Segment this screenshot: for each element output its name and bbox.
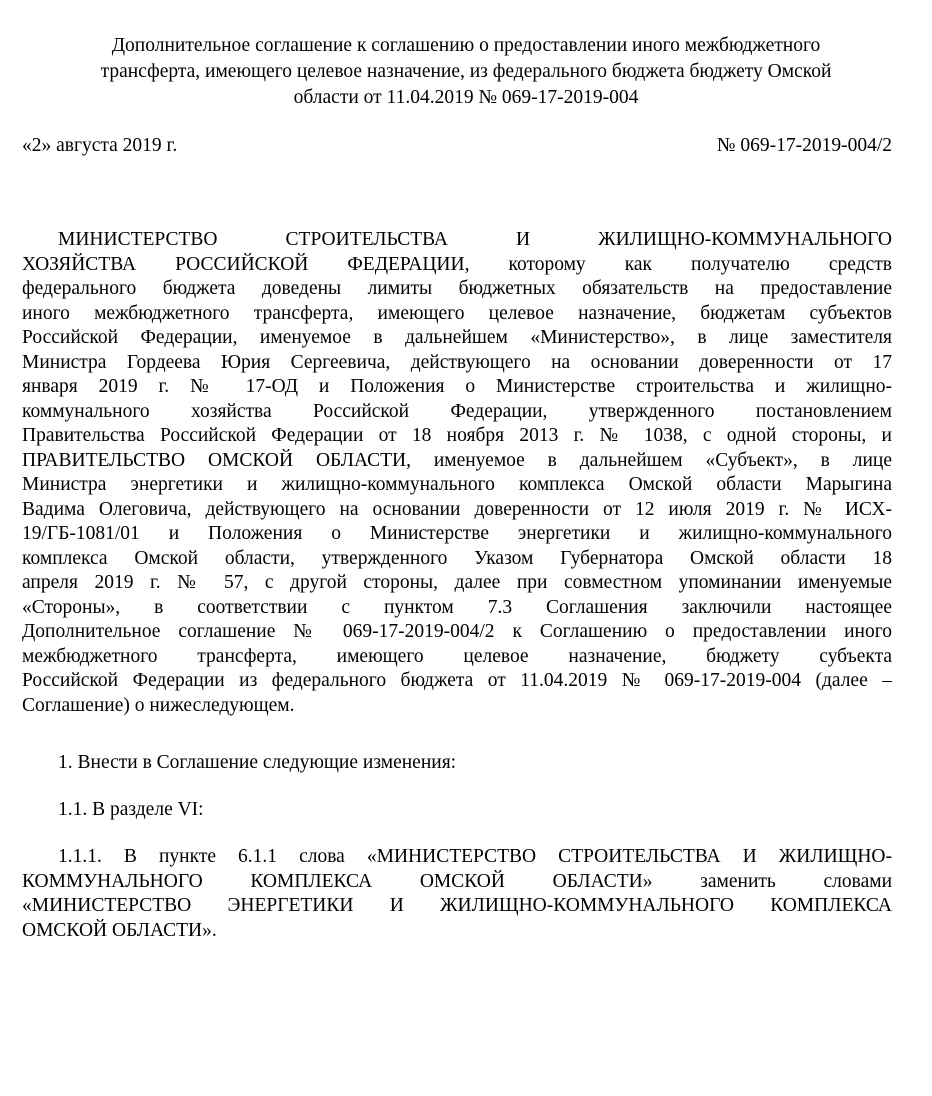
paragraph-line: федерального бюджета доведены лимиты бюджетных обязательств на предоставление (22, 278, 892, 299)
main-paragraph (22, 228, 892, 718)
paragraph-line: КОММУНАЛЬНОГО КОМПЛЕКСА ОМСКОЙ ОБЛАСТИ» заменить словами (22, 870, 892, 892)
paragraph-line: ОМСКОЙ ОБЛАСТИ». (22, 919, 217, 941)
paragraph-line: 19/ГБ-1081/01 и Положения о Министерстве энергетики и жилищно-коммунального (22, 523, 892, 544)
paragraph-line: ПРАВИТЕЛЬСТВО ОМСКОЙ ОБЛАСТИ, именуемое в дальнейшем «Субъект», в лице (22, 449, 892, 471)
title-line: области от 11.04.2019 № 069-17-2019-004 (293, 87, 639, 108)
paragraph-line: Вадима Олеговича, действующего на основании доверенности от 12 июля 2019 г. № ИСХ- (22, 498, 892, 520)
item-1: 1. Внести в Соглашение следующие изменения: (58, 752, 457, 773)
paragraph-line: Соглашение) о нижеследующем. (22, 694, 295, 716)
date-number-line (22, 134, 892, 160)
paragraph-line: иного межбюджетного трансферта, имеющего целевое назначение, бюджетам субъектов (22, 302, 892, 324)
document-title (30, 33, 902, 111)
paragraph-line: Российской Федерации, именуемое в дальнейшем «Министерство», в лице заместителя (22, 327, 892, 348)
paragraph-line: МИНИСТЕРСТВО СТРОИТЕЛЬСТВА И ЖИЛИЩНО-КОММУНАЛЬНОГО (58, 229, 892, 250)
paragraph-line: Министра энергетики и жилищно-коммунального комплекса Омской области Марыгина (22, 474, 892, 495)
paragraph-line: 1.1.1. В пункте 6.1.1 слова «МИНИСТЕРСТВО СТРОИТЕЛЬСТВА И ЖИЛИЩНО- (58, 846, 892, 867)
paragraph-line: ХОЗЯЙСТВА РОССИЙСКОЙ ФЕДЕРАЦИИ, которому как получателю средств (22, 253, 892, 275)
paragraph-line: Российской Федерации из федерального бюджета от 11.04.2019 № 069-17-2019-004 (далее – (22, 670, 892, 691)
paragraph-line: января 2019 г. № 17-ОД и Положения о Министерстве строительства и жилищно- (22, 376, 892, 397)
title-line: трансферта, имеющего целевое назначение, из федерального бюджета бюджету Омской (100, 61, 832, 82)
item-1-1: 1.1. В разделе VI: (58, 799, 204, 820)
paragraph-line: Дополнительное соглашение № 069-17-2019-004/2 к Соглашению о предоставлении иного (22, 621, 892, 642)
item-1-1-1 (22, 845, 892, 943)
paragraph-line: межбюджетного трансферта, имеющего целевое назначение, бюджету субъекта (22, 645, 892, 667)
paragraph-line: «МИНИСТЕРСТВО ЭНЕРГЕТИКИ И ЖИЛИЩНО-КОММУНАЛЬНОГО КОМПЛЕКСА (22, 895, 892, 916)
agreement-number: № 069-17-2019-004/2 (716, 135, 892, 156)
agreement-date: «2» августа 2019 г. (22, 135, 178, 156)
paragraph-line: апреля 2019 г. № 57, с другой стороны, далее при совместном упоминании именуемые (22, 572, 892, 593)
paragraph-line: комплекса Омской области, утвержденного Указом Губернатора Омской области 18 (22, 547, 892, 569)
paragraph-line: «Стороны», в соответствии с пунктом 7.3 Соглашения заключили настоящее (22, 596, 892, 618)
paragraph-line: коммунального хозяйства Российской Федерации, утвержденного постановлением (22, 400, 892, 422)
paragraph-line: Правительства Российской Федерации от 18 ноября 2013 г. № 1038, с одной стороны, и (22, 425, 892, 446)
paragraph-line: Министра Гордеева Юрия Сергеевича, действующего на основании доверенности от 17 (22, 351, 892, 373)
title-line: Дополнительное соглашение к соглашению о предоставлении иного межбюджетного (111, 35, 821, 56)
